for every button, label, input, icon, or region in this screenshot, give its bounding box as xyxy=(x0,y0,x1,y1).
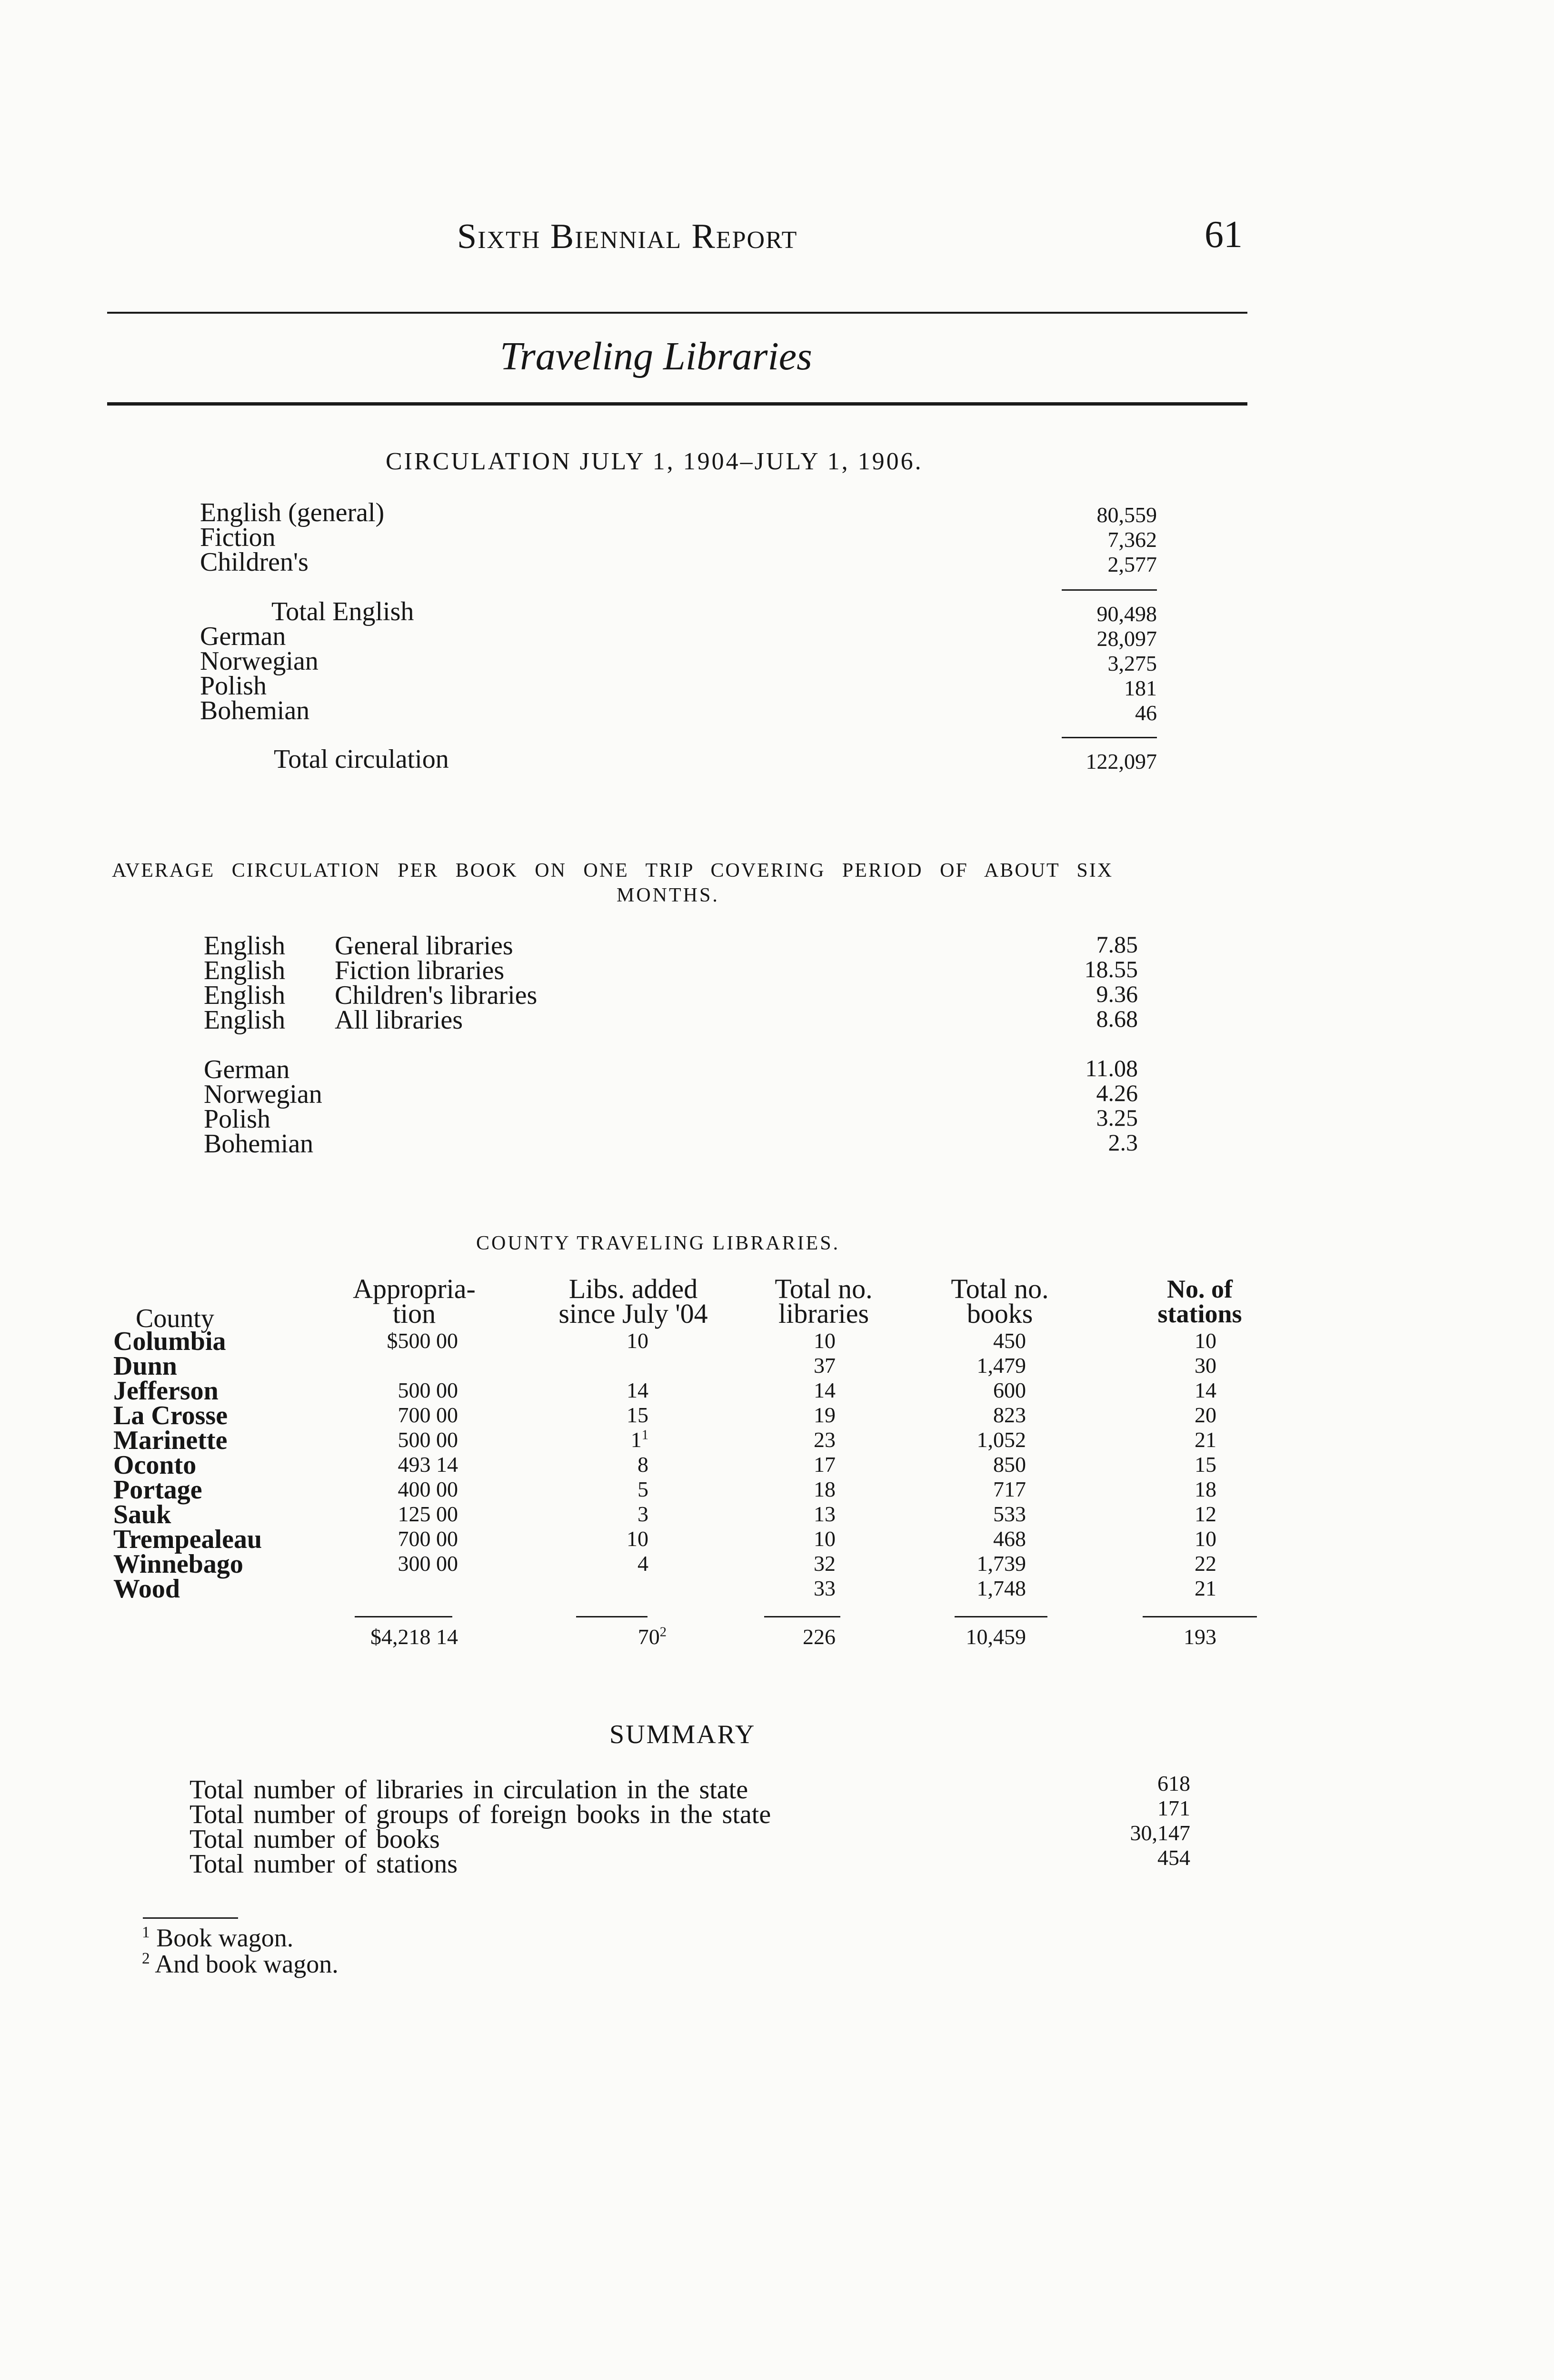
county-total-books: 450 xyxy=(993,1329,1026,1353)
footnote-rule xyxy=(143,1917,238,1919)
col-header-stations: No. of stations xyxy=(1157,1275,1242,1328)
county-stations: 22 xyxy=(1195,1551,1216,1576)
county-total-libraries: 10 xyxy=(814,1527,836,1551)
average-lang: English xyxy=(204,981,286,1010)
average-label: General libraries xyxy=(335,931,513,961)
footnote xyxy=(142,1949,339,1979)
total-appropriation: $4,218 14 xyxy=(370,1625,458,1649)
circulation-label: English (general) xyxy=(200,498,385,527)
county-libs-added: 15 xyxy=(627,1403,648,1427)
county-stations: 21 xyxy=(1195,1576,1216,1600)
county-total-libraries: 37 xyxy=(814,1353,836,1378)
circulation-label: Bohemian xyxy=(200,696,310,725)
footnote-mark: 1 xyxy=(142,1924,150,1941)
county-libs-added: 10 xyxy=(627,1527,648,1551)
county-stations: 30 xyxy=(1195,1353,1216,1378)
summary-label: Total number of stations xyxy=(189,1849,458,1879)
total-libraries: 226 xyxy=(803,1625,836,1649)
county-libs-added: 8 xyxy=(638,1452,648,1477)
circulation-value: 2,577 xyxy=(1107,552,1157,576)
footnote xyxy=(142,1923,293,1953)
average-value: 3.25 xyxy=(1096,1104,1138,1131)
county-total-libraries: 23 xyxy=(814,1428,836,1452)
average-label: Children's libraries xyxy=(335,981,538,1010)
total-rule xyxy=(355,1616,452,1617)
circulation-value: 80,559 xyxy=(1096,503,1157,527)
county-name: Winnebago xyxy=(113,1549,243,1579)
total-english-value: 90,498 xyxy=(1096,602,1157,626)
total-rule xyxy=(764,1616,840,1617)
county-total-libraries: 14 xyxy=(814,1378,836,1402)
county-total-books: 1,748 xyxy=(976,1576,1026,1600)
average-lang: English xyxy=(204,1005,286,1035)
county-total-books: 1,479 xyxy=(976,1353,1026,1378)
average-value: 11.08 xyxy=(1085,1055,1138,1081)
county-appropriation: 300 00 xyxy=(398,1551,458,1576)
county-name: Jefferson xyxy=(113,1376,219,1406)
county-name: Oconto xyxy=(113,1450,197,1480)
col-header-appropriation: Appropria- tion xyxy=(353,1273,476,1329)
average-label: Fiction libraries xyxy=(335,956,505,985)
total-circulation-label: Total circulation xyxy=(274,744,449,774)
county-name: Trempealeau xyxy=(113,1525,262,1554)
average-label: Norwegian xyxy=(204,1080,322,1109)
average-heading-line1: AVERAGE CIRCULATION PER BOOK ON ONE TRIP COVERING PERIOD OF ABOUT SIX xyxy=(112,860,1114,882)
circulation-value: 28,097 xyxy=(1096,626,1157,651)
county-appropriation: 493 14 xyxy=(398,1452,458,1477)
circulation-value: 7,362 xyxy=(1107,527,1157,552)
circulation-label: German xyxy=(200,622,286,651)
county-stations: 20 xyxy=(1195,1403,1216,1427)
footnote-text: And book wagon. xyxy=(155,1950,339,1978)
subtotal-rule xyxy=(1062,589,1157,591)
circulation-value: 46 xyxy=(1135,701,1157,725)
circulation-label: Polish xyxy=(200,671,267,701)
county-stations: 15 xyxy=(1195,1452,1216,1477)
section-title: Traveling Libraries xyxy=(500,334,812,378)
county-name: Wood xyxy=(113,1574,180,1604)
county-appropriation: 400 00 xyxy=(398,1477,458,1501)
col-header-county: County xyxy=(136,1304,214,1333)
summary-value: 618 xyxy=(1157,1771,1190,1795)
col-header-total-books: Total no. books xyxy=(951,1273,1049,1329)
county-total-libraries: 33 xyxy=(814,1576,836,1600)
average-value: 4.26 xyxy=(1096,1080,1138,1106)
county-stations: 10 xyxy=(1195,1527,1216,1551)
col-header-libs-added: Libs. added since July '04 xyxy=(558,1273,708,1329)
county-total-books: 850 xyxy=(993,1452,1026,1477)
average-lang: English xyxy=(204,931,286,961)
summary-heading: SUMMARY xyxy=(609,1720,756,1749)
county-total-libraries: 17 xyxy=(814,1452,836,1477)
county-total-books: 823 xyxy=(993,1403,1026,1427)
county-stations: 21 xyxy=(1195,1428,1216,1452)
county-heading: COUNTY TRAVELING LIBRARIES. xyxy=(476,1232,840,1254)
average-value: 9.36 xyxy=(1096,981,1138,1007)
summary-label: Total number of libraries in circulation in the state xyxy=(189,1775,748,1805)
county-appropriation: $500 00 xyxy=(387,1329,458,1353)
county-appropriation: 700 00 xyxy=(398,1403,458,1427)
county-total-books: 1,739 xyxy=(976,1551,1026,1576)
average-label: Polish xyxy=(204,1104,271,1134)
average-label: German xyxy=(204,1055,290,1084)
average-label: All libraries xyxy=(335,1005,463,1035)
county-appropriation: 500 00 xyxy=(398,1378,458,1402)
footnote-mark: 2 xyxy=(142,1950,150,1967)
average-value: 8.68 xyxy=(1096,1005,1138,1032)
county-total-books: 1,052 xyxy=(976,1428,1026,1452)
county-name: Portage xyxy=(113,1475,202,1505)
county-appropriation: 700 00 xyxy=(398,1527,458,1551)
county-total-libraries: 10 xyxy=(814,1329,836,1353)
total-rule xyxy=(955,1616,1047,1617)
circulation-value: 3,275 xyxy=(1107,651,1157,675)
summary-label: Total number of groups of foreign books in the state xyxy=(189,1800,771,1829)
total-books: 10,459 xyxy=(966,1625,1026,1649)
total-circulation-value: 122,097 xyxy=(1086,749,1157,774)
county-libs-added: 10 xyxy=(627,1329,648,1353)
col-header-total-libraries: Total no. libraries xyxy=(775,1273,873,1329)
county-total-books: 468 xyxy=(993,1527,1026,1551)
title-rule xyxy=(107,402,1247,406)
county-libs-added: 14 xyxy=(627,1378,648,1402)
county-libs-added: 5 xyxy=(638,1477,648,1501)
circulation-label: Fiction xyxy=(200,523,276,552)
county-libs-added: $1^1$ xyxy=(630,1428,648,1452)
average-value: 18.55 xyxy=(1084,956,1138,982)
total-english-label: Total English xyxy=(271,597,414,626)
circulation-label: Children's xyxy=(200,547,309,577)
page-number: 61 xyxy=(1205,214,1243,256)
county-stations: 18 xyxy=(1195,1477,1216,1501)
total-stations: 193 xyxy=(1184,1625,1216,1649)
total-rule xyxy=(1143,1616,1257,1617)
total-libs-added: $70^2$ xyxy=(638,1625,667,1649)
county-total-books: 533 xyxy=(993,1502,1026,1526)
summary-value: 454 xyxy=(1157,1845,1190,1870)
county-libs-added: 4 xyxy=(638,1551,648,1576)
county-name: Columbia xyxy=(113,1327,226,1356)
summary-value: 171 xyxy=(1157,1796,1190,1820)
circulation-heading: CIRCULATION JULY 1, 1904–JULY 1, 1906. xyxy=(386,448,923,475)
summary-label: Total number of books xyxy=(189,1825,440,1854)
county-total-libraries: 13 xyxy=(814,1502,836,1526)
total-rule xyxy=(1062,737,1157,738)
county-total-books: 600 xyxy=(993,1378,1026,1402)
average-value: 2.3 xyxy=(1108,1129,1138,1156)
header-rule xyxy=(107,312,1247,314)
county-name: Sauk xyxy=(113,1500,171,1529)
county-stations: 12 xyxy=(1195,1502,1216,1526)
county-libs-added: 3 xyxy=(638,1502,648,1526)
average-heading-line2: MONTHS. xyxy=(617,884,719,906)
county-appropriation: 500 00 xyxy=(398,1428,458,1452)
county-total-libraries: 32 xyxy=(814,1551,836,1576)
average-lang: English xyxy=(204,956,286,985)
circulation-value: 181 xyxy=(1124,676,1157,700)
average-value: 7.85 xyxy=(1096,931,1138,958)
total-rule xyxy=(576,1616,648,1617)
average-label: Bohemian xyxy=(204,1129,314,1159)
county-name: Dunn xyxy=(113,1351,177,1381)
running-title: Sixth Biennial Report xyxy=(457,217,798,256)
county-name: Marinette xyxy=(113,1426,228,1455)
footnote-text: Book wagon. xyxy=(156,1924,294,1952)
county-name: La Crosse xyxy=(113,1401,228,1430)
summary-value: 30,147 xyxy=(1130,1821,1190,1845)
county-appropriation: 125 00 xyxy=(398,1502,458,1526)
county-total-libraries: 19 xyxy=(814,1403,836,1427)
county-total-libraries: 18 xyxy=(814,1477,836,1501)
county-stations: 14 xyxy=(1195,1378,1216,1402)
county-stations: 10 xyxy=(1195,1329,1216,1353)
county-total-books: 717 xyxy=(993,1477,1026,1501)
circulation-label: Norwegian xyxy=(200,646,319,676)
